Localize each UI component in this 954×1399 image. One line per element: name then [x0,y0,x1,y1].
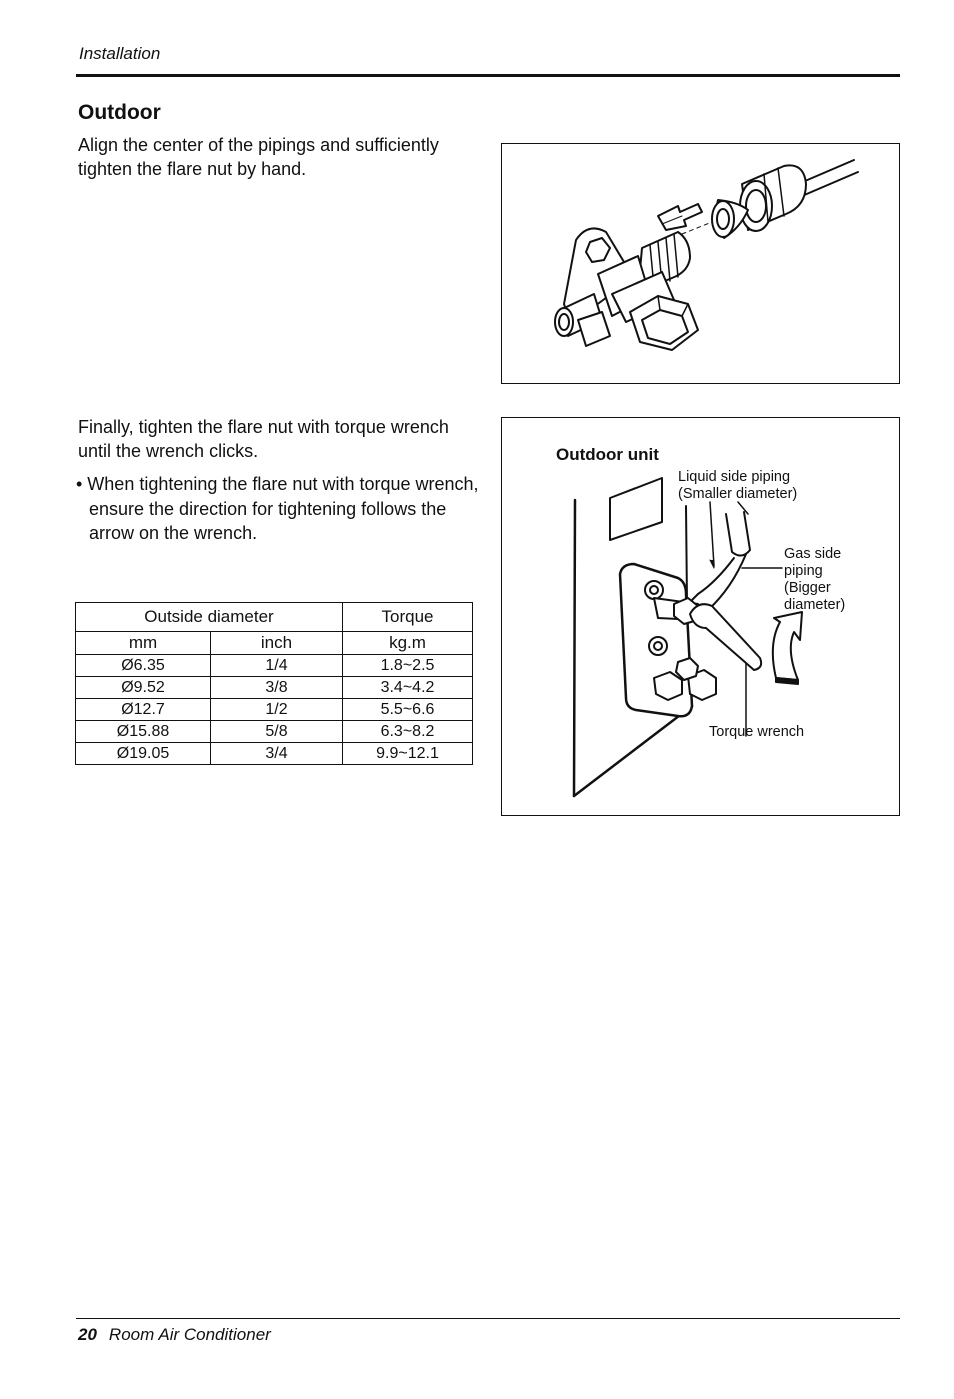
step1-paragraph: Align the center of the pipings and sufficiently tighten the flare nut by hand. [78,135,439,179]
page-footer [78,1325,271,1345]
torque-wrench-label: Torque wrench [709,724,805,740]
torque-table [75,602,473,765]
mm-cell: Ø9.52 [76,677,211,699]
step2-paragraph: Finally, tighten the flare nut with torque wrench until the wrench clicks. [78,417,449,461]
outside-diameter-header: Outside diameter [76,603,343,632]
torque-cell: 6.3~8.2 [343,721,473,743]
table-header-row [76,603,473,632]
flare-nut-figure [501,143,900,384]
mm-header: mm [76,632,211,655]
table-row [76,721,473,743]
footer-rule [76,1318,900,1319]
table-subheader-row [76,632,473,655]
tightening-bullet: • When tightening the flare nut with torque wrench, ensure the direction for tightening follows the arrow on the wrench. [76,474,479,543]
torque-cell: 9.9~12.1 [343,743,473,765]
section-title: Outdoor [78,101,161,124]
table-row [76,699,473,721]
table-row [76,677,473,699]
header-rule [76,74,900,77]
inch-cell: 3/4 [211,743,343,765]
inch-cell: 1/2 [211,699,343,721]
torque-header: Torque [343,603,473,632]
table-row [76,743,473,765]
mm-cell: Ø19.05 [76,743,211,765]
torque-cell: 3.4~4.2 [343,677,473,699]
mm-cell: Ø15.88 [76,721,211,743]
torque-cell: 1.8~2.5 [343,655,473,677]
liquid-side-label: Liquid side piping (Smaller diameter) [678,469,798,502]
gas-side-label: Gas side piping (Bigger diameter) [784,546,846,613]
torque-wrench-figure [501,417,900,816]
inch-cell: 1/4 [211,655,343,677]
mm-cell: Ø6.35 [76,655,211,677]
kgm-header: kg.m [343,632,473,655]
inch-cell: 3/8 [211,677,343,699]
inch-header: inch [211,632,343,655]
torque-cell: 5.5~6.6 [343,699,473,721]
mm-cell: Ø12.7 [76,699,211,721]
inch-cell: 5/8 [211,721,343,743]
document-title: Room Air Conditioner [108,1325,271,1344]
table-row [76,655,473,677]
outdoor-unit-title: Outdoor unit [556,445,659,464]
page-number: 20 [78,1325,97,1344]
flare-nut-illustration [502,144,899,383]
header-section-label: Installation [79,44,161,63]
